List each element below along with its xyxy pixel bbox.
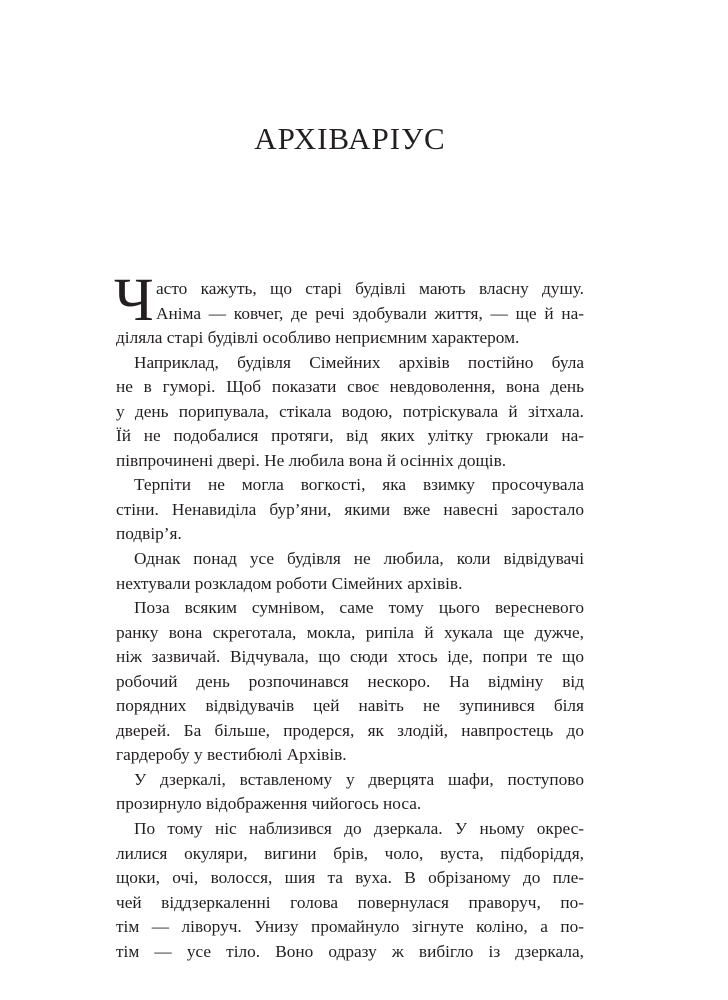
text-line: дверей. Ба більше, продерся, як злодій, навпростець до — [116, 720, 584, 740]
text-line: робочий день розпочинався нескоро. На відміну від — [116, 671, 584, 691]
text-line: півпрочинені двері. Не любила вона й осінніх дощів. — [116, 450, 507, 470]
text-line: Поза всяким сумнівом, саме тому цього вересневого — [134, 598, 584, 618]
text-line: щоки, очі, волосся, шия та вуха. В обрізаному до пле- — [116, 868, 584, 888]
chapter-title: АРХІВАРІУС — [254, 121, 446, 156]
text-line: діляла старі будівлі особливо неприємним характером. — [116, 328, 520, 348]
text-line: Наприклад, будівля Сімейних архівів постійно була — [134, 352, 584, 372]
text-line: асто кажуть, що старі будівлі мають власну душу. — [156, 279, 584, 298]
text-lines — [116, 277, 584, 964]
text-line: Однак понад усе будівля не любила, коли відвідувачі — [134, 549, 584, 569]
text-line: Терпіти не могла вогкості, яка взимку просочувала — [134, 475, 584, 495]
text-line: стіни. Ненавиділа бур’яни, якими вже навесні заростало — [116, 499, 584, 519]
drop-cap: Ч — [114, 267, 154, 334]
text-line: лилися окуляри, вигини брів, чоло, вуста, підборіддя, — [116, 843, 584, 863]
text-line: По тому ніс наблизився до дзеркала. У ньому окрес- — [134, 819, 584, 839]
text-line: не в гуморі. Щоб показати своє невдоволення, вона день — [116, 377, 584, 397]
text-line: У дзеркалі, вставленому у дверцята шафи, поступово — [134, 769, 584, 789]
text-line: ніж зазвичай. Відчувала, що сюди хтось іде, попри те що — [116, 647, 584, 667]
text-line: тім — усе тіло. Воно одразу ж вибігло із дзеркала, — [116, 941, 584, 961]
text-line: чей віддзеркаленні голова повернулася праворуч, по- — [116, 892, 584, 912]
text-line: нехтували розкладом роботи Сімейних архівів. — [116, 573, 463, 593]
text-line: подвір’я. — [116, 524, 182, 544]
text-line: тім — ліворуч. Унизу промайнуло зігнуте коліно, а по- — [116, 917, 584, 937]
chapter-body — [114, 267, 584, 964]
text-line: у день порипувала, стікала водою, потріскувала й зітхала. — [116, 401, 584, 421]
text-line: порядних відвідувачів цей навіть не зупинився біля — [116, 696, 584, 716]
text-line: ранку вона скреготала, мокла, рипіла й хукала ще дужче, — [116, 622, 584, 642]
text-line: прозирнуло відображення чийогось носа. — [116, 794, 422, 814]
text-line: Їй не подобалися протяги, від яких улітку грюкали на- — [116, 426, 584, 446]
text-line: гардеробу у вестибюлі Архівів. — [116, 745, 347, 765]
text-line: Аніма — ковчег, де речі здобували життя, — ще й на- — [156, 303, 584, 323]
book-page — [116, 0, 584, 1000]
